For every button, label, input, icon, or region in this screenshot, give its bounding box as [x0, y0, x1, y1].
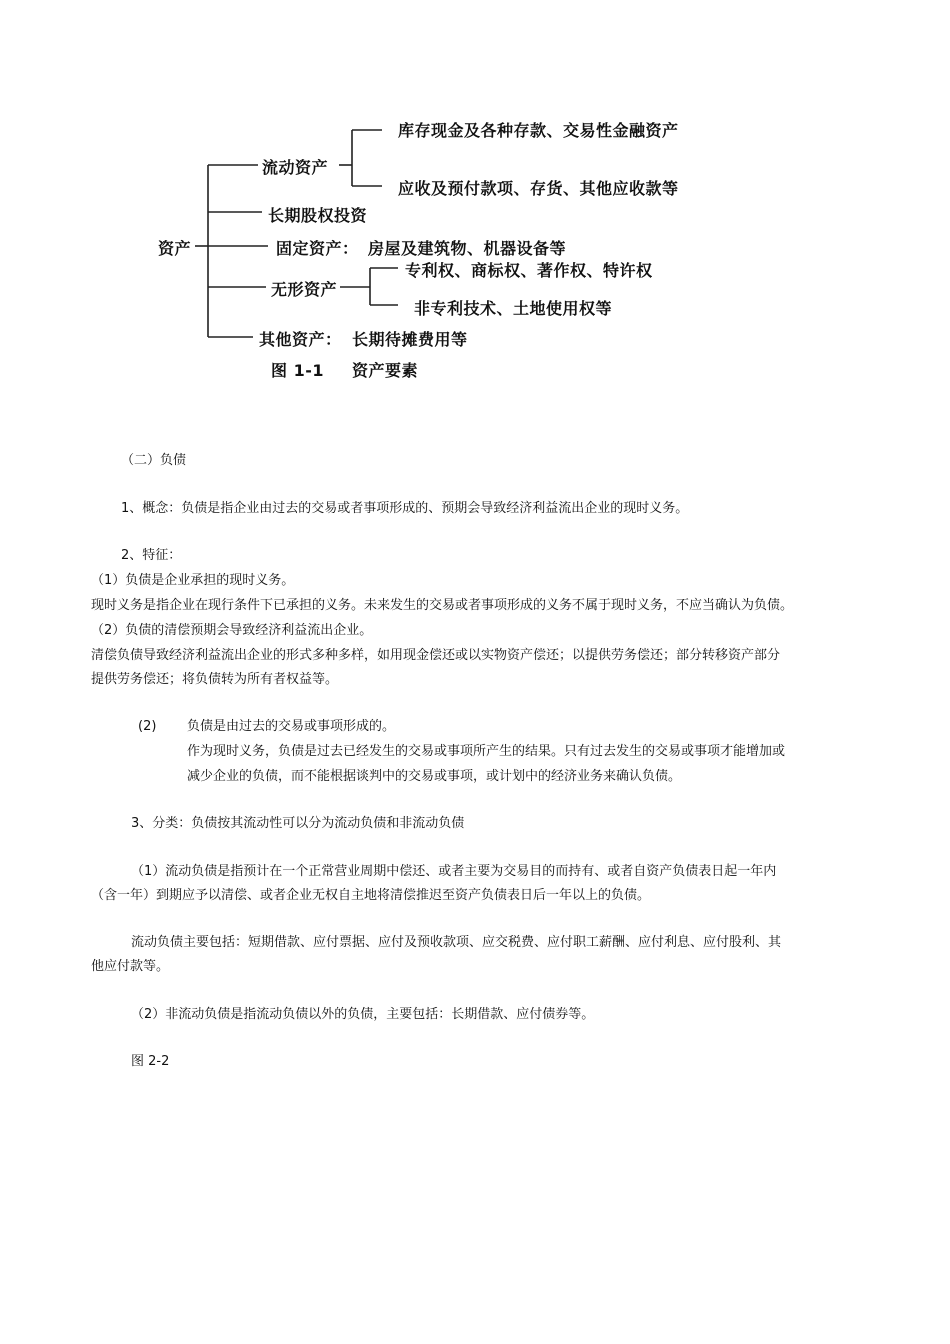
current-liabilities-def-line2: （含一年）到期应予以清偿、或者企业无权自主地将清偿推迟至资产负债表日后一年以上的负债。 — [91, 888, 651, 903]
feature-1: （1）负债是企业承担的现时义务。 — [91, 573, 295, 588]
figure-2-2-label: 图 2-2 — [131, 1054, 170, 1069]
current-liabilities-items-line1: 流动负债主要包括：短期借款、应付票据、应付及预收款项、应交税费、应付职工薪酬、应付利息、应付股利、其 — [131, 935, 782, 950]
feature-3-number: (2) — [138, 719, 157, 734]
node-fixed-assets: 固定资产： — [276, 239, 359, 258]
current-liabilities-items-line2: 他应付款等。 — [91, 959, 170, 974]
features-heading: 2、特征： — [121, 548, 182, 563]
feature-3-desc-line2: 减少企业的负债，而不能根据谈判中的交易或事项，或计划中的经济业务来确认负债。 — [187, 769, 682, 784]
node-intangible-sub1: 专利权、商标权、著作权、特许权 — [405, 261, 653, 280]
node-other-assets: 其他资产： — [259, 330, 342, 349]
current-liabilities-def-line1: （1）流动负债是指预计在一个正常营业周期中偿还、或者主要为交易目的而持有、或者自资产负债表日起一年内 — [131, 864, 777, 879]
node-current-assets-sub1: 库存现金及各种存款、交易性金融资产 — [398, 121, 679, 140]
feature-2-desc-line2: 提供劳务偿还；将负债转为所有者权益等。 — [91, 672, 339, 687]
node-fixed-assets-desc: 房屋及建筑物、机器设备等 — [368, 239, 567, 258]
node-long-term-equity: 长期股权投资 — [268, 206, 368, 225]
feature-3: 负债是由过去的交易或事项形成的。 — [187, 719, 396, 734]
figure-caption-title: 资产要素 — [352, 361, 419, 380]
node-other-assets-desc: 长期待摊费用等 — [352, 330, 468, 349]
figure-caption-number: 图 1-1 — [271, 361, 324, 380]
diagram-root-assets: 资产 — [158, 239, 192, 258]
section-heading-liabilities: （二）负债 — [121, 453, 187, 468]
concept-paragraph: 1、概念：负债是指企业由过去的交易或者事项形成的、预期会导致经济利益流出企业的现时义务。 — [121, 501, 689, 516]
feature-2: （2）负债的清偿预期会导致经济利益流出企业。 — [91, 623, 373, 638]
node-current-assets: 流动资产 — [262, 158, 329, 177]
node-current-assets-sub2: 应收及预付款项、存货、其他应收款等 — [398, 179, 679, 198]
feature-2-desc-line1: 清偿负债导致经济利益流出企业的形式多种多样，如用现金偿还或以实物资产偿还；以提供劳务偿还；部分转移资产部分 — [91, 648, 781, 663]
node-intangible-sub2: 非专利技术、土地使用权等 — [414, 299, 613, 318]
feature-1-desc: 现时义务是指企业在现行条件下已承担的义务。未来发生的交易或者事项形成的义务不属于现时义务，不应当确认为负债。 — [91, 598, 794, 613]
non-current-liabilities: （2）非流动负债是指流动负债以外的负债，主要包括：长期借款、应付债券等。 — [131, 1007, 595, 1022]
classification-heading: 3、分类：负债按其流动性可以分为流动负债和非流动负债 — [131, 816, 465, 831]
node-intangible-assets: 无形资产 — [271, 280, 338, 299]
feature-3-desc-line1: 作为现时义务，负债是过去已经发生的交易或事项所产生的结果。只有过去发生的交易或事项才能增加或 — [187, 744, 786, 759]
asset-tree-connectors — [0, 0, 950, 400]
